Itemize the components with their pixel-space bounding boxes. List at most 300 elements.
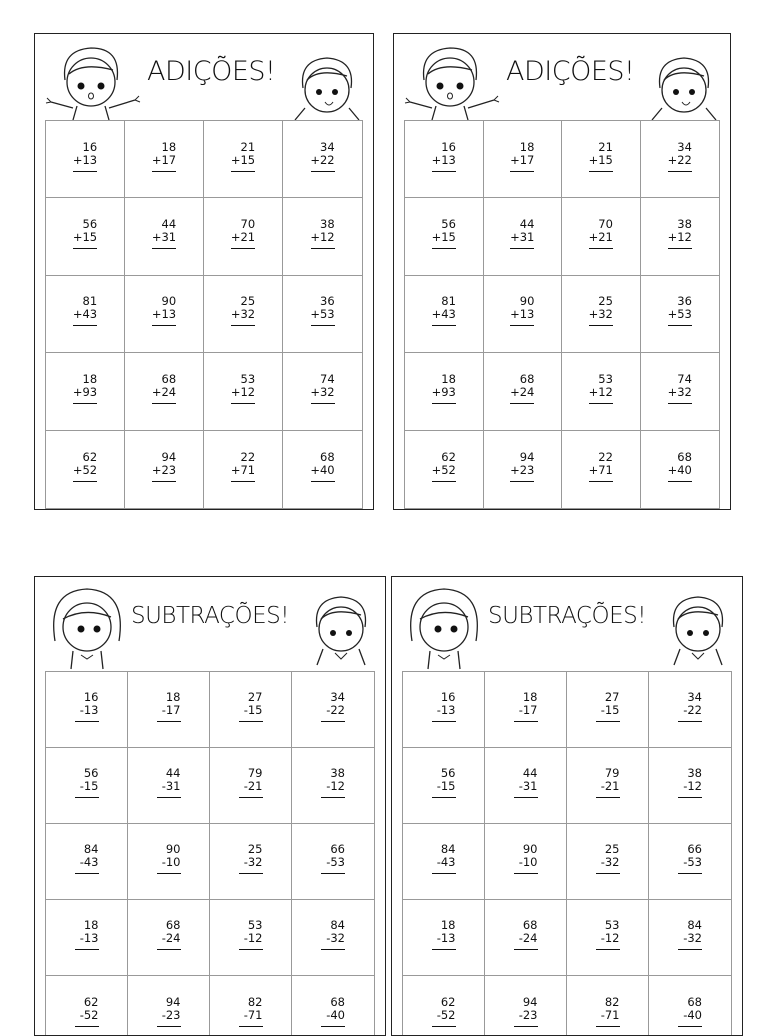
first-number: 16 <box>441 139 456 154</box>
first-number: 38 <box>687 766 702 780</box>
first-number: 44 <box>165 766 181 780</box>
math-problem <box>152 218 176 249</box>
second-number: +40 <box>310 462 335 477</box>
math-problem <box>432 919 456 950</box>
first-number: 25 <box>247 842 263 856</box>
second-number: -31 <box>161 779 181 793</box>
first-number: 53 <box>240 371 256 386</box>
problem-cell <box>484 121 563 198</box>
problem-cell <box>484 353 563 430</box>
math-problem <box>310 451 334 482</box>
answer-line <box>678 797 702 798</box>
problem-cell <box>46 976 128 1036</box>
problem-cell <box>567 824 649 900</box>
math-problem <box>239 691 263 722</box>
boy-cartoon-icon <box>43 40 143 122</box>
first-number: 90 <box>519 294 535 309</box>
subtraction-worksheet-1 <box>34 576 386 1036</box>
first-number: 25 <box>604 842 620 856</box>
math-problem <box>239 996 263 1027</box>
first-number: 68 <box>519 371 535 386</box>
second-number: +13 <box>510 307 535 322</box>
first-number: 36 <box>320 294 335 309</box>
first-number: 84 <box>83 842 99 856</box>
answer-line <box>514 873 538 874</box>
answer-line <box>432 721 456 722</box>
first-number: 34 <box>330 690 345 704</box>
math-problem <box>668 218 692 249</box>
first-number: 68 <box>687 994 702 1009</box>
second-number: +32 <box>230 307 256 322</box>
answer-line <box>432 248 456 249</box>
second-number: +12 <box>310 230 335 245</box>
answer-line <box>432 171 456 172</box>
answer-line <box>432 1026 456 1027</box>
problem-cell <box>46 431 125 508</box>
worksheet-header <box>392 577 742 665</box>
problem-cell <box>128 672 210 748</box>
math-problem <box>239 843 263 874</box>
problem-grid <box>45 120 363 509</box>
math-problem <box>589 373 613 404</box>
answer-line <box>668 481 692 482</box>
second-number: -23 <box>161 1007 181 1022</box>
math-problem <box>157 691 181 722</box>
problem-cell <box>562 353 641 430</box>
second-number: -10 <box>518 855 538 869</box>
math-problem <box>73 295 97 326</box>
worksheet-header <box>394 34 730 122</box>
math-problem <box>152 373 176 404</box>
second-number: +13 <box>431 152 456 167</box>
first-number: 79 <box>604 766 620 780</box>
answer-line <box>432 949 456 950</box>
problem-cell <box>283 198 362 275</box>
problem-cell <box>128 900 210 976</box>
first-number: 82 <box>247 994 263 1009</box>
math-problem <box>432 373 456 404</box>
second-number: -13 <box>79 931 99 945</box>
answer-line <box>239 797 263 798</box>
problem-cell <box>292 748 374 824</box>
problem-cell <box>128 824 210 900</box>
math-problem <box>310 295 334 326</box>
problem-cell <box>46 353 125 430</box>
problem-cell <box>485 672 567 748</box>
problem-cell <box>485 748 567 824</box>
math-problem <box>678 996 702 1027</box>
problem-cell <box>210 824 292 900</box>
first-number: 56 <box>83 766 99 780</box>
problem-cell <box>641 276 720 353</box>
math-problem <box>668 451 692 482</box>
problem-cell <box>204 276 283 353</box>
answer-line <box>514 1026 538 1027</box>
math-problem <box>75 767 99 798</box>
math-problem <box>596 996 620 1027</box>
first-number: 16 <box>440 690 456 704</box>
problem-cell <box>283 353 362 430</box>
second-number: +71 <box>230 462 256 477</box>
first-number: 68 <box>330 994 345 1009</box>
addition-worksheet-1 <box>34 33 374 510</box>
child-cartoon-icon <box>289 48 365 122</box>
math-problem <box>231 295 255 326</box>
answer-line <box>231 403 255 404</box>
problem-cell <box>204 353 283 430</box>
first-number: 94 <box>519 449 535 464</box>
math-problem <box>73 451 97 482</box>
problem-cell <box>405 431 484 508</box>
second-number: -52 <box>79 1007 99 1022</box>
first-number: 36 <box>677 294 692 309</box>
first-number: 81 <box>441 294 456 309</box>
second-number: -32 <box>326 931 345 945</box>
second-number: +43 <box>431 307 456 322</box>
answer-line <box>668 248 692 249</box>
first-number: 27 <box>247 690 263 704</box>
answer-line <box>321 873 345 874</box>
math-problem <box>321 691 345 722</box>
first-number: 70 <box>598 217 613 232</box>
math-problem <box>514 767 538 798</box>
problem-cell <box>484 431 563 508</box>
math-problem <box>432 767 456 798</box>
answer-line <box>668 403 692 404</box>
answer-line <box>321 721 345 722</box>
problem-grid <box>45 671 375 1036</box>
subtraction-worksheet-2 <box>391 576 743 1036</box>
answer-line <box>75 721 99 722</box>
problem-cell <box>210 900 292 976</box>
problem-cell <box>292 900 374 976</box>
second-number: -32 <box>243 855 263 869</box>
answer-line <box>231 325 255 326</box>
first-number: 81 <box>82 294 98 309</box>
second-number: -17 <box>161 703 181 717</box>
second-number: +15 <box>72 230 98 245</box>
problem-cell <box>125 121 204 198</box>
first-number: 16 <box>82 139 98 154</box>
problem-cell <box>405 198 484 275</box>
problem-cell <box>567 976 649 1036</box>
first-number: 56 <box>82 217 98 232</box>
first-number: 56 <box>441 217 456 232</box>
answer-line <box>239 873 263 874</box>
second-number: -13 <box>79 703 99 717</box>
answer-line <box>311 325 335 326</box>
problem-cell <box>46 900 128 976</box>
math-problem <box>668 373 692 404</box>
first-number: 82 <box>604 994 620 1009</box>
math-problem <box>239 767 263 798</box>
answer-line <box>432 481 456 482</box>
second-number: +23 <box>510 462 535 477</box>
math-problem <box>589 295 613 326</box>
first-number: 18 <box>82 371 98 386</box>
answer-line <box>596 949 620 950</box>
math-problem <box>432 451 456 482</box>
math-problem <box>589 451 613 482</box>
first-number: 84 <box>440 842 456 856</box>
math-problem <box>678 767 702 798</box>
first-number: 18 <box>440 918 456 932</box>
math-problem <box>668 141 692 172</box>
math-problem <box>432 218 456 249</box>
answer-line <box>152 403 176 404</box>
first-number: 34 <box>320 139 335 154</box>
answer-line <box>157 797 181 798</box>
problem-cell <box>649 900 731 976</box>
answer-line <box>321 797 345 798</box>
second-number: -12 <box>600 931 620 945</box>
first-number: 44 <box>519 217 535 232</box>
answer-line <box>152 248 176 249</box>
math-problem <box>73 141 97 172</box>
worksheet-title: ADIÇÕES! <box>147 56 276 87</box>
first-number: 38 <box>320 217 335 232</box>
worksheet-header <box>35 34 373 122</box>
answer-line <box>510 481 534 482</box>
answer-line <box>589 403 613 404</box>
second-number: +21 <box>588 230 613 245</box>
addition-worksheet-2 <box>393 33 731 510</box>
second-number: +23 <box>151 462 177 477</box>
first-number: 56 <box>440 766 456 780</box>
second-number: +32 <box>310 384 335 399</box>
first-number: 53 <box>604 918 620 932</box>
second-number: +31 <box>510 230 535 245</box>
second-number: -22 <box>326 703 345 717</box>
problem-cell <box>649 672 731 748</box>
child-cartoon-icon <box>303 587 379 667</box>
problem-cell <box>283 121 362 198</box>
first-number: 25 <box>598 294 613 309</box>
second-number: -12 <box>243 931 263 945</box>
second-number: +13 <box>151 307 177 322</box>
math-problem <box>157 843 181 874</box>
math-problem <box>321 767 345 798</box>
math-problem <box>75 919 99 950</box>
problem-cell <box>125 431 204 508</box>
problem-cell <box>405 276 484 353</box>
answer-line <box>589 171 613 172</box>
first-number: 70 <box>240 217 256 232</box>
second-number: -15 <box>79 779 99 793</box>
answer-line <box>152 481 176 482</box>
math-problem <box>589 218 613 249</box>
problem-cell <box>641 198 720 275</box>
math-problem <box>152 451 176 482</box>
math-problem <box>157 996 181 1027</box>
second-number: +15 <box>230 152 256 167</box>
answer-line <box>75 949 99 950</box>
answer-line <box>510 248 534 249</box>
second-number: -13 <box>436 931 456 945</box>
second-number: -40 <box>683 1007 702 1022</box>
answer-line <box>231 481 255 482</box>
second-number: -15 <box>436 779 456 793</box>
first-number: 21 <box>240 139 256 154</box>
first-number: 44 <box>161 217 177 232</box>
problem-cell <box>485 976 567 1036</box>
first-number: 25 <box>240 294 256 309</box>
first-number: 68 <box>161 371 177 386</box>
problem-cell <box>125 353 204 430</box>
problem-cell <box>562 198 641 275</box>
answer-line <box>678 721 702 722</box>
second-number: -10 <box>161 855 181 869</box>
math-problem <box>596 919 620 950</box>
first-number: 53 <box>247 918 263 932</box>
problem-cell <box>641 121 720 198</box>
math-problem <box>75 843 99 874</box>
first-number: 22 <box>240 449 256 464</box>
first-number: 90 <box>161 294 177 309</box>
math-problem <box>432 295 456 326</box>
problem-cell <box>649 824 731 900</box>
math-problem <box>231 373 255 404</box>
answer-line <box>514 949 538 950</box>
answer-line <box>152 325 176 326</box>
problem-cell <box>210 976 292 1036</box>
answer-line <box>73 403 97 404</box>
answer-line <box>668 171 692 172</box>
first-number: 94 <box>161 449 177 464</box>
answer-line <box>596 797 620 798</box>
answer-line <box>678 1026 702 1027</box>
problem-cell <box>484 276 563 353</box>
math-problem <box>321 843 345 874</box>
second-number: -15 <box>600 703 620 717</box>
answer-line <box>231 171 255 172</box>
second-number: +52 <box>431 462 456 477</box>
child-cartoon-icon <box>660 587 736 667</box>
first-number: 74 <box>320 371 335 386</box>
answer-line <box>73 481 97 482</box>
math-problem <box>510 373 534 404</box>
math-problem <box>678 691 702 722</box>
first-number: 66 <box>330 842 345 856</box>
problem-cell <box>210 748 292 824</box>
second-number: +22 <box>667 152 692 167</box>
second-number: +93 <box>431 384 456 399</box>
answer-line <box>157 1026 181 1027</box>
math-problem <box>432 141 456 172</box>
first-number: 84 <box>330 918 345 932</box>
second-number: +52 <box>72 462 98 477</box>
first-number: 94 <box>522 994 538 1009</box>
math-problem <box>231 451 255 482</box>
answer-line <box>75 797 99 798</box>
first-number: 62 <box>83 994 99 1009</box>
answer-line <box>510 171 534 172</box>
answer-line <box>668 325 692 326</box>
math-problem <box>157 767 181 798</box>
problem-cell <box>567 900 649 976</box>
second-number: -21 <box>600 779 620 793</box>
problem-cell <box>403 672 485 748</box>
worksheet-title: SUBTRAÇÕES! <box>131 603 289 629</box>
math-problem <box>239 919 263 950</box>
answer-line <box>157 949 181 950</box>
worksheet-title: SUBTRAÇÕES! <box>488 603 646 629</box>
second-number: -21 <box>243 779 263 793</box>
answer-line <box>311 481 335 482</box>
problem-cell <box>46 824 128 900</box>
first-number: 18 <box>519 139 535 154</box>
first-number: 94 <box>165 994 181 1009</box>
first-number: 18 <box>83 918 99 932</box>
problem-cell <box>649 748 731 824</box>
first-number: 44 <box>522 766 538 780</box>
answer-line <box>432 403 456 404</box>
problem-cell <box>292 672 374 748</box>
math-problem <box>596 691 620 722</box>
second-number: +32 <box>667 384 692 399</box>
answer-line <box>321 949 345 950</box>
first-number: 18 <box>441 371 456 386</box>
first-number: 68 <box>522 918 538 932</box>
math-problem <box>321 996 345 1027</box>
math-problem <box>432 691 456 722</box>
answer-line <box>311 403 335 404</box>
second-number: -40 <box>326 1007 345 1022</box>
math-problem <box>510 218 534 249</box>
problem-cell <box>46 748 128 824</box>
problem-cell <box>403 976 485 1036</box>
second-number: -43 <box>436 855 456 869</box>
problem-cell <box>204 431 283 508</box>
second-number: -23 <box>518 1007 538 1022</box>
answer-line <box>157 721 181 722</box>
first-number: 68 <box>165 918 181 932</box>
second-number: -24 <box>161 931 181 945</box>
answer-line <box>73 171 97 172</box>
problem-cell <box>125 276 204 353</box>
problem-cell <box>204 198 283 275</box>
second-number: +13 <box>72 152 98 167</box>
first-number: 74 <box>677 371 692 386</box>
second-number: +21 <box>230 230 256 245</box>
math-problem <box>510 451 534 482</box>
first-number: 62 <box>441 449 456 464</box>
math-problem <box>668 295 692 326</box>
second-number: +17 <box>151 152 177 167</box>
math-problem <box>432 843 456 874</box>
second-number: -13 <box>436 703 456 717</box>
math-problem <box>75 996 99 1027</box>
math-problem <box>432 996 456 1027</box>
second-number: +71 <box>588 462 613 477</box>
answer-line <box>596 721 620 722</box>
answer-line <box>678 949 702 950</box>
problem-grid <box>404 120 720 509</box>
second-number: -12 <box>683 779 702 793</box>
first-number: 84 <box>687 918 702 932</box>
answer-line <box>157 873 181 874</box>
answer-line <box>514 797 538 798</box>
second-number: -43 <box>79 855 99 869</box>
problem-cell <box>403 900 485 976</box>
problem-cell <box>46 276 125 353</box>
math-problem <box>589 141 613 172</box>
answer-line <box>432 797 456 798</box>
second-number: +12 <box>230 384 256 399</box>
first-number: 68 <box>677 449 692 464</box>
answer-line <box>239 1026 263 1027</box>
problem-cell <box>292 976 374 1036</box>
